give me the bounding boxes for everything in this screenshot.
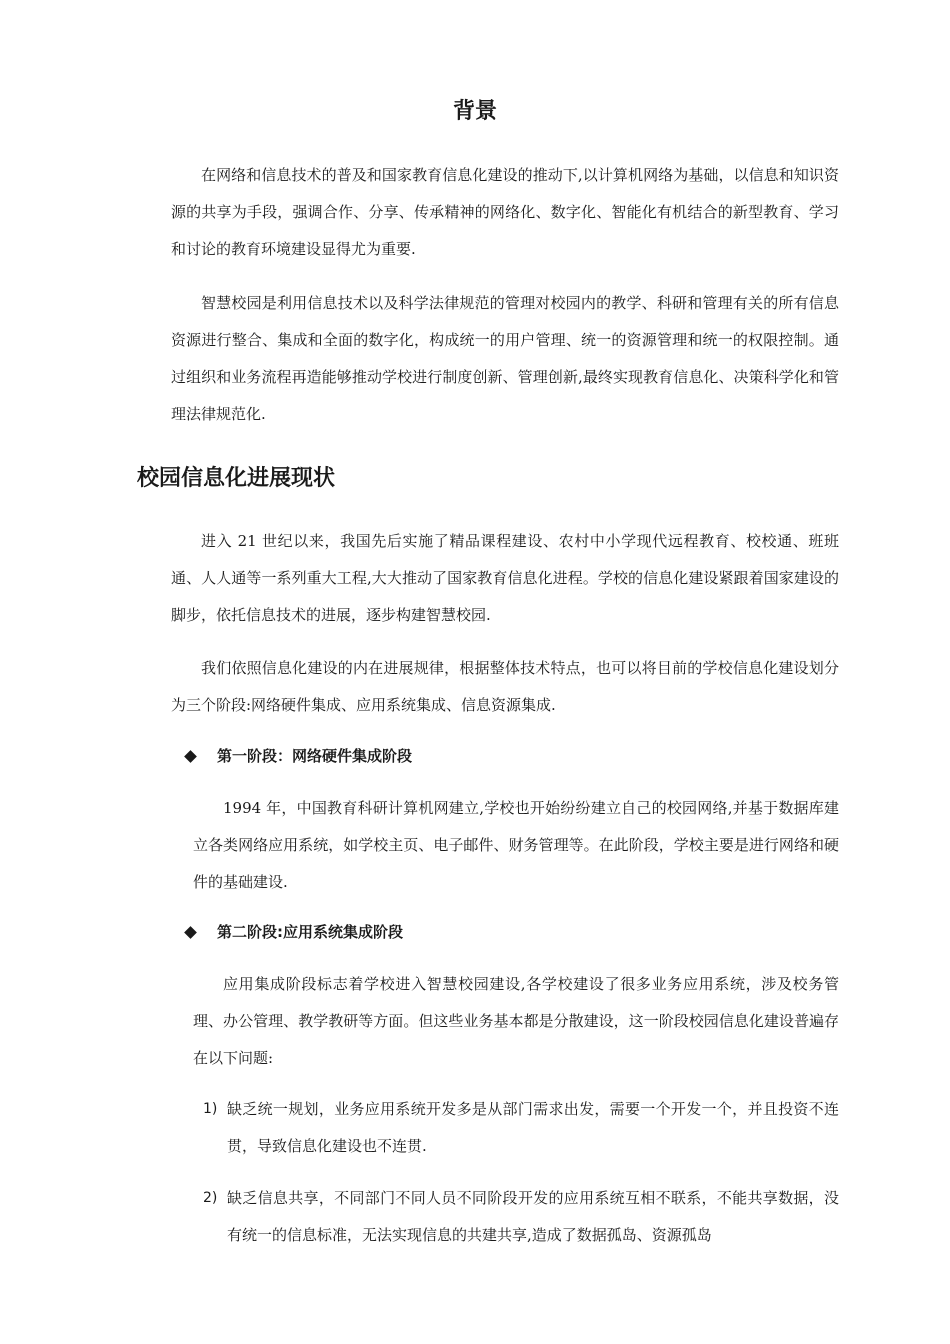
section-heading: 校园信息化进展现状 — [137, 466, 336, 491]
list-item-number: 1) — [203, 1101, 218, 1117]
list-item — [203, 1180, 839, 1254]
stage-2-body: 应用集成阶段标志着学校进入智慧校园建设,各学校建设了很多业务应用系统，涉及校务管理、办公管理、教学教研等方面。但这些业务基本都是分散建设，这一阶段校园信息化建设普遍存在以下问题: — [193, 975, 839, 1067]
section-paragraph-1: 进入 21 世纪以来，我国先后实施了精品课程建设、农村中小学现代远程教育、校校通、班班通、人人通等一系列重大工程,大大推动了国家教育信息化进程。学校的信息化建设紧跟着国家建设的脚步，依托信息技术的进展，逐步构建智慧校园. — [171, 532, 839, 624]
stage-1-heading-text: 第一阶段：网络硬件集成阶段 — [217, 747, 413, 765]
background-paragraph-2: 智慧校园是利用信息技术以及科学法律规范的管理对校园内的教学、科研和管理有关的所有信息资源进行整合、集成和全面的数字化，构成统一的用户管理、统一的资源管理和统一的权限控制。通过组织和业务流程再造能够推动学校进行制度创新、管理创新,最终实现教育信息化、决策科学化和管理法律规范化. — [171, 294, 839, 423]
stage-1-heading — [184, 741, 412, 771]
page-title: 背景 — [452, 99, 497, 124]
stage-2-heading-text: 第二阶段:应用系统集成阶段 — [217, 923, 403, 941]
diamond-bullet-icon — [184, 750, 197, 763]
list-item — [203, 1091, 839, 1165]
background-paragraph-1: 在网络和信息技术的普及和国家教育信息化建设的推动下,以计算机网络为基础，以信息和知识资源的共享为手段，强调合作、分享、传承精神的网络化、数字化、智能化有机结合的新型教育、学习和讨论的教育环境建设显得尤为重要. — [171, 166, 839, 258]
list-item-text: 缺乏信息共享，不同部门不同人员不同阶段开发的应用系统互相不联系，不能共享数据，没有统一的信息标准，无法实现信息的共建共享,造成了数据孤岛、资源孤岛 — [227, 1189, 839, 1244]
stage-1-body: 1994 年，中国教育科研计算机网建立,学校也开始纷纷建立自己的校园网络,并基于数据库建立各类网络应用系统，如学校主页、电子邮件、财务管理等。在此阶段，学校主要是进行网络和硬件的基础建设. — [193, 799, 839, 891]
section-paragraph-2: 我们依照信息化建设的内在进展规律，根据整体技术特点，也可以将目前的学校信息化建设划分为三个阶段:网络硬件集成、应用系统集成、信息资源集成. — [171, 659, 839, 714]
list-item-number: 2) — [203, 1190, 218, 1206]
diamond-bullet-icon — [184, 926, 197, 939]
list-item-text: 缺乏统一规划，业务应用系统开发多是从部门需求出发，需要一个开发一个，并且投资不连贯，导致信息化建设也不连贯. — [227, 1100, 839, 1155]
stage-2-heading — [184, 917, 403, 947]
